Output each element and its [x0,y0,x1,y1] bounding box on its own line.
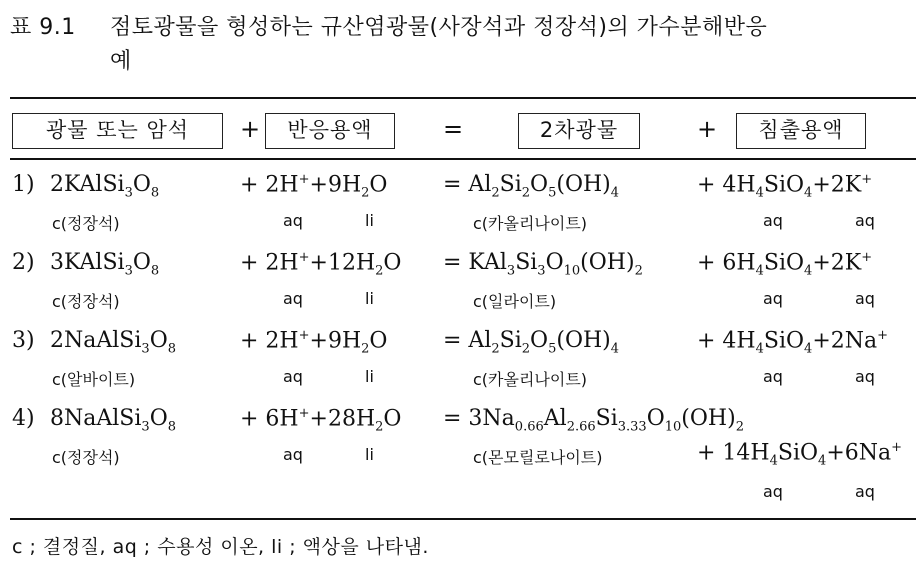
product-formula: = $Al_2Si_2O_5(OH)_4$ [443,328,620,357]
product-formula: = $3Na_{0.66}Al_{2.66}Si_{3.33}O_{10}(OH)_2$ [443,406,744,435]
reagent-formula: + $2H^++9H_2O$ [240,172,388,201]
bottom-rule [10,518,916,520]
leachate-label-aq: aq [855,211,875,230]
leachate-label-aq: aq [763,289,783,308]
product-formula: = $KAl_3Si_3O_{10}(OH)_2$ [443,250,643,279]
reaction-index: 1) [12,172,35,197]
reagent-formula: + $2H^++12H_2O$ [240,250,402,279]
reagent-formula: + $2H^++9H_2O$ [240,328,388,357]
product-formula: = $Al_2Si_2O_5(OH)_4$ [443,172,620,201]
leachate-label-aq: aq [855,367,875,386]
header-rule [10,158,916,160]
reagent-label-aq: aq [283,367,303,386]
leachate-label-aq: aq [763,367,783,386]
product-label: c(카올리나이트) [473,214,588,233]
reactant-formula: $3KAlSi_3O_8$ [50,250,160,279]
reagent-label-li: li [365,289,374,308]
reactant-label: c(알바이트) [52,370,136,389]
reagent-label-aq: aq [283,445,303,464]
header-leachate: 침출용액 [736,113,866,149]
table-title: 점토광물을 형성하는 규산염광물(사장석과 정장석)의 가수분해반응 [110,15,768,40]
header-reaction-solution: 반응용액 [265,113,395,149]
product-label: c(몬모릴로나이트) [473,448,603,467]
reactant-label: c(정장석) [52,214,120,233]
leachate-formula: + $4H_4SiO_4+2Na^+$ [697,328,889,357]
leachate-label-aq: aq [763,482,783,501]
leachate-label-aq: aq [855,289,875,308]
footnote: c ; 결정질, aq ; 수용성 이온, li ; 액상을 나타냄. [12,536,429,558]
leachate-label-aq: aq [855,482,875,501]
reaction-index: 3) [12,328,35,353]
reagent-label-li: li [365,445,374,464]
reactant-formula: $8NaAlSi_3O_8$ [50,406,177,435]
reaction-index: 4) [12,406,35,431]
reactant-label: c(정장석) [52,448,120,467]
header-plus: + [240,115,261,143]
header-equals: = [443,115,464,143]
reactant-label: c(정장석) [52,292,120,311]
leachate-label-aq: aq [763,211,783,230]
product-label: c(카올리나이트) [473,370,588,389]
leachate-formula: + $4H_4SiO_4+2K^+$ [697,172,873,201]
reagent-label-aq: aq [283,211,303,230]
reagent-label-li: li [365,367,374,386]
header-plus: + [697,115,718,143]
reagent-label-aq: aq [283,289,303,308]
reactant-formula: $2NaAlSi_3O_8$ [50,328,177,357]
reaction-index: 2) [12,250,35,275]
leachate-formula: + $14H_4SiO_4+6Na^+$ [697,440,903,469]
top-rule [10,97,916,99]
table-number: 표 9.1 [10,15,76,40]
reagent-formula: + $6H^++28H_2O$ [240,406,402,435]
leachate-formula: + $6H_4SiO_4+2K^+$ [697,250,873,279]
reactant-formula: $2KAlSi_3O_8$ [50,172,160,201]
reagent-label-li: li [365,211,374,230]
header-secondary-mineral: 2차광물 [518,113,640,149]
header-minerals-or-rocks: 광물 또는 암석 [12,113,223,149]
product-label: c(일라이트) [473,292,557,311]
table-title-continued: 예 [110,49,132,74]
